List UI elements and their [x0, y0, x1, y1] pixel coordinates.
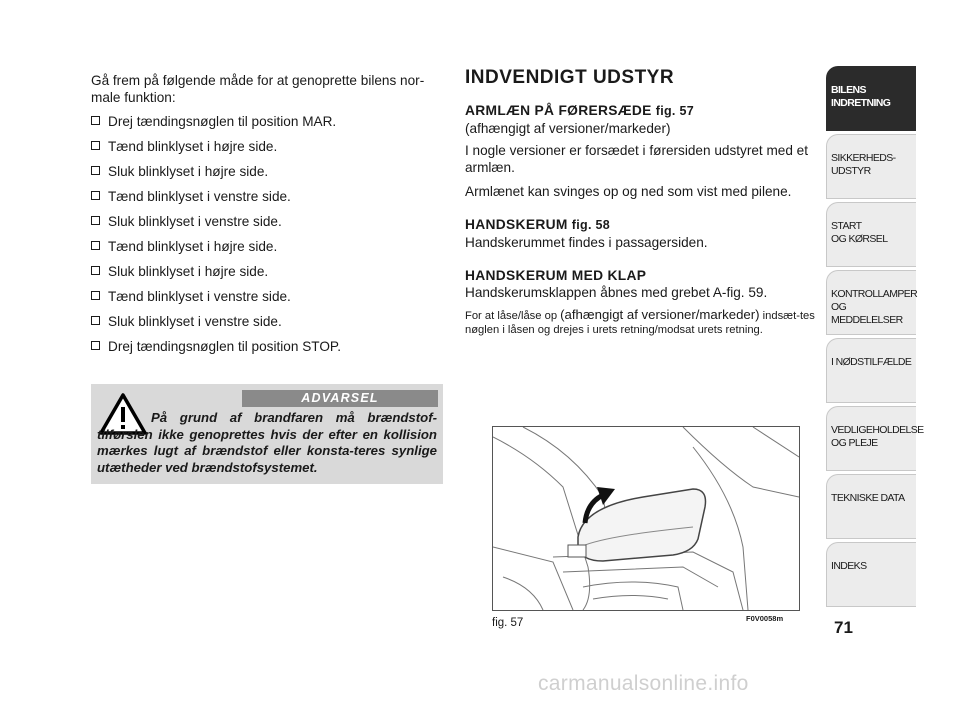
checkbox-bullet-icon — [91, 341, 100, 350]
armrest-heading: ARMLÆN PÅ FØRERSÆDE fig. 57 — [465, 103, 694, 118]
tab-vedligeholdelse[interactable]: VEDLIGEHOLDELSE OG PLEJE — [826, 406, 916, 471]
right-column — [465, 66, 817, 344]
tab-bilens-indretning[interactable]: BILENS INDRETNING — [826, 66, 916, 131]
checkbox-bullet-icon — [91, 241, 100, 250]
armrest-drawing — [493, 427, 799, 610]
tab-indeks[interactable]: INDEKS — [826, 542, 916, 607]
tab-tekniske-data[interactable]: TEKNISKE DATA — [826, 474, 916, 539]
tab-start-og-korsel[interactable]: START OG KØRSEL — [826, 202, 916, 267]
list-item: Drej tændingsnøglen til position STOP. — [91, 338, 443, 355]
glovebox-flap-heading: HANDSKERUM MED KLAP — [465, 268, 647, 283]
intro-text: Gå frem på følgende måde for at genoprette bilens nor-male funktion: — [91, 73, 425, 105]
glovebox-lock-text: For at låse/låse op (afhængigt af versioner/markeder) indsæt-tes nøglen i låsen og drejes i urets retning/modsat urets retning. — [465, 307, 815, 336]
glovebox-text: Handskerummet findes i passagersiden. — [465, 235, 708, 250]
list-item: Tænd blinklyset i højre side. — [91, 238, 443, 255]
checkbox-bullet-icon — [91, 266, 100, 275]
tab-sikkerhedsudstyr[interactable]: SIKKERHEDS- UDSTYR — [826, 134, 916, 199]
warning-text: På grund af brandfaren må brændstof-tilførslen ikke genoprettes hvis der efter en kollision mærkes lugt af brændstof eller konsta-teres synlige utætheder ved brændstofsystemet. — [97, 410, 437, 475]
steps-list — [91, 113, 443, 355]
figure-caption: fig. 57 — [492, 617, 524, 629]
checkbox-bullet-icon — [91, 116, 100, 125]
armrest-subtitle: (afhængigt af versioner/markeder) — [465, 121, 671, 136]
list-item: Drej tændingsnøglen til position MAR. — [91, 113, 443, 130]
list-item: Sluk blinklyset i højre side. — [91, 263, 443, 280]
footer-watermark: carmanualsonline.info — [538, 672, 749, 695]
checkbox-bullet-icon — [91, 291, 100, 300]
list-item: Tænd blinklyset i venstre side. — [91, 188, 443, 205]
armrest-illustration — [492, 426, 800, 611]
fig-ref: fig. 57 — [655, 104, 694, 118]
tab-nodstilfaelde[interactable]: I NØDSTILFÆLDE — [826, 338, 916, 403]
fig-ref: fig. 58 — [571, 218, 611, 232]
armrest-text-2: Armlænet kan svinges op og ned som vist med pilene. — [465, 184, 792, 199]
list-item: Tænd blinklyset i højre side. — [91, 138, 443, 155]
figure-code: F0V0058m — [746, 614, 784, 623]
list-item: Tænd blinklyset i venstre side. — [91, 288, 443, 305]
chapter-tabs — [826, 66, 924, 610]
warning-box — [91, 384, 443, 484]
armrest-text-1: I nogle versioner er forsædet i førersiden udstyret med et armlæn. — [465, 143, 809, 175]
checkbox-bullet-icon — [91, 191, 100, 200]
list-item: Sluk blinklyset i venstre side. — [91, 313, 443, 330]
glovebox-heading: HANDSKERUM fig. 58 — [465, 217, 611, 232]
list-item: Sluk blinklyset i højre side. — [91, 163, 443, 180]
warning-heading: ADVARSEL — [242, 390, 438, 407]
section-title: INDVENDIGT UDSTYR — [465, 67, 675, 88]
tab-kontrollamper[interactable]: KONTROLLAMPER OG MEDDELELSER — [826, 270, 916, 335]
checkbox-bullet-icon — [91, 316, 100, 325]
glovebox-flap-text: Handskerumsklappen åbnes med grebet A-fig. 59. — [465, 285, 768, 300]
checkbox-bullet-icon — [91, 166, 100, 175]
checkbox-bullet-icon — [91, 216, 100, 225]
left-column — [91, 72, 443, 363]
page-number: 71 — [834, 618, 853, 637]
list-item: Sluk blinklyset i venstre side. — [91, 213, 443, 230]
checkbox-bullet-icon — [91, 141, 100, 150]
